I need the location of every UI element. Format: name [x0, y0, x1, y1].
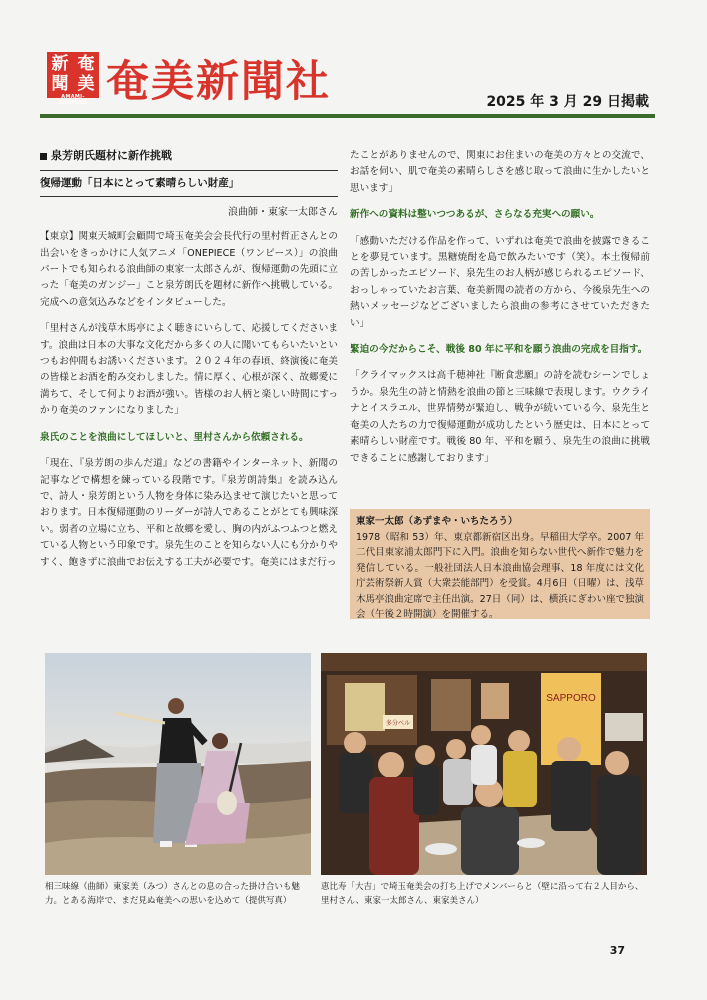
highlight-lead: 新作への資料は整いつつあるが、さらなる充実への願い。 [350, 209, 600, 221]
photo-caption-left: 相三味線（曲師）東家美（みつ）さんとの息の合った掛け合いも魅力。とある海岸で、まだ見ぬ奄美への思いを込めて（提供写真） [45, 882, 300, 906]
section-heading [40, 148, 338, 164]
wall-poster-text: SAPPORO [546, 693, 596, 704]
photo-caption-right: 恵比寿「大吉」で埼玉奄美会の打ち上げでメンバーらと（壁に沿って右２人目から、里村さん、東家一太郎さん、東家美さん） [321, 882, 644, 906]
masthead-divider [40, 114, 655, 118]
paragraph: 「クライマックスは高千穂神社『断食悲願』の詩を読むシーンでしょうか。泉先生の詩と情熱を浪曲の節と三味線で表現します。ウクライナとイスラエル、世界情勢が緊迫し、戦争が続いている今、泉先生と奄美の人たちの力で復帰運動が成功したという歴史は、日本にとって素晴らしい財産です。戦後 80 年、平和を願う、泉先生の浪曲に挑戦できることに感謝しております」 [350, 370, 650, 464]
publication-date: 2025 年 3 月 29 日掲載 [486, 94, 649, 110]
highlight-lead: 泉氏のことを浪曲にしてほしいと、里村さんから依頼される。 [40, 431, 309, 443]
article-subtitle: 復帰運動「日本にとって素晴らしい財産」 [40, 170, 338, 196]
wall-sign-text: 多分ベル [385, 720, 411, 727]
logo-char: 新 [51, 54, 69, 74]
logo-char: 聞 [51, 74, 69, 94]
paragraph: 「現在、『泉芳朗の歩んだ道』などの書籍やインターネット、新聞の記事などで構想を練っている段階です。『泉芳朗詩集』を読み込んで、詩人・泉芳朗という人物を身体に染み込ませて演じたいと思っております。日本復帰運動のリーダーが詩人であることがとても興味深い。弱者の立場に立ち、平和と故郷を愛し、胸の内がふつふつと燃えている人物という印象です。泉先生のことを知らない人にも分かりやすく、飽きずに浪曲でお伝えする工夫が必要です。奄美にはまだ行っ [40, 458, 338, 568]
beach-photo-illustration [45, 653, 311, 875]
article-byline: 浪曲師・東家一太郎さん [228, 206, 338, 218]
brand-logo [47, 52, 99, 106]
logo-subtitle: AMAMI-SHIMBUN [58, 94, 88, 106]
paragraph: たことがありませんので、関東にお住まいの奄美の方々との交流で、お話を伺い、肌で奄美の素晴らしさを感じ取って浪曲に生かしたいと思います」 [350, 150, 650, 194]
profile-text: 1978（昭和 53）年、東京都新宿区出身。早稲田大学卒。2007 年二代目東家浦太郎門下に入門。浪曲を知らない世代へ新作で魅力を発信している。一般社団法人日本浪曲協会理事、18 年度には文化庁芸術祭新人賞（大衆芸能部門）を受賞。4月6日（日曜）は、浅草木馬亭浪曲定席で主任出演。27日（同）は、横浜にぎわい座で独演会（午後２時開演）を開催する。 [356, 531, 644, 620]
beach-performance-photo [45, 653, 311, 875]
logo-char: 奄 [77, 54, 95, 74]
profile-name: 東家一太郎（あずまや・いちたろう） [356, 516, 518, 527]
restaurant-group-photo [321, 653, 647, 875]
logo-char: 美 [77, 74, 95, 94]
highlight-lead: 緊迫の今だからこそ、戦後 80 年に平和を願う浪曲の完成を目指す。 [350, 344, 648, 356]
paragraph: 「里村さんが浅草木馬亭によく聴きにいらして、応援してくださいます。浪曲は日本の大事な文化だから多くの人に聞いてもらいたいといつもお仲間もお誘いくださいます。２０２４年の春頃、終演後に奄美の皆様とお酒を酌み交わしました。情に厚く、心根が深く、故郷愛に満ちて、そして何よりお酒が強い。皆様のお人柄と楽しい時間にすっかり奄美のファンになりました」 [40, 323, 338, 417]
newspaper-title: 奄美新聞社 [106, 57, 331, 107]
section-heading-text: 泉芳朗氏題材に新作挑戦 [51, 149, 172, 162]
square-bullet-icon [40, 153, 47, 160]
paragraph: 【東京】関東天城町会顧問で埼玉奄美会会長代行の里村哲正さんとの出会いをきっかけに人気アニメ「ONEPIECE（ワンピース）」の浪曲パートでも知られる浪曲師の東家一太郎さんが、復帰運動の先頭に立った「奄美のガンジー」こと泉芳朗氏を題材に新作へ挑戦している。完成への意気込みなどをインタビューした。 [40, 231, 338, 308]
article-column-right [350, 148, 650, 477]
profile-box [350, 509, 650, 619]
article-column-left [40, 148, 338, 581]
paragraph: 「感動いただける作品を作って、いずれは奄美で浪曲を披露できることを夢見ています。黒糖焼酎を島で飲みたいです（笑）。本土復帰前の苦しかったエピソード、泉先生のお人柄が感じられるエピソード、おっしゃっていたお言葉、奄美新聞の読者の方から、今後泉先生への熱いメッセージなどございましたら浪曲の参考にさせていただきたい」 [350, 235, 650, 329]
restaurant-photo-illustration [321, 653, 647, 875]
page-number: 37 [609, 944, 625, 957]
